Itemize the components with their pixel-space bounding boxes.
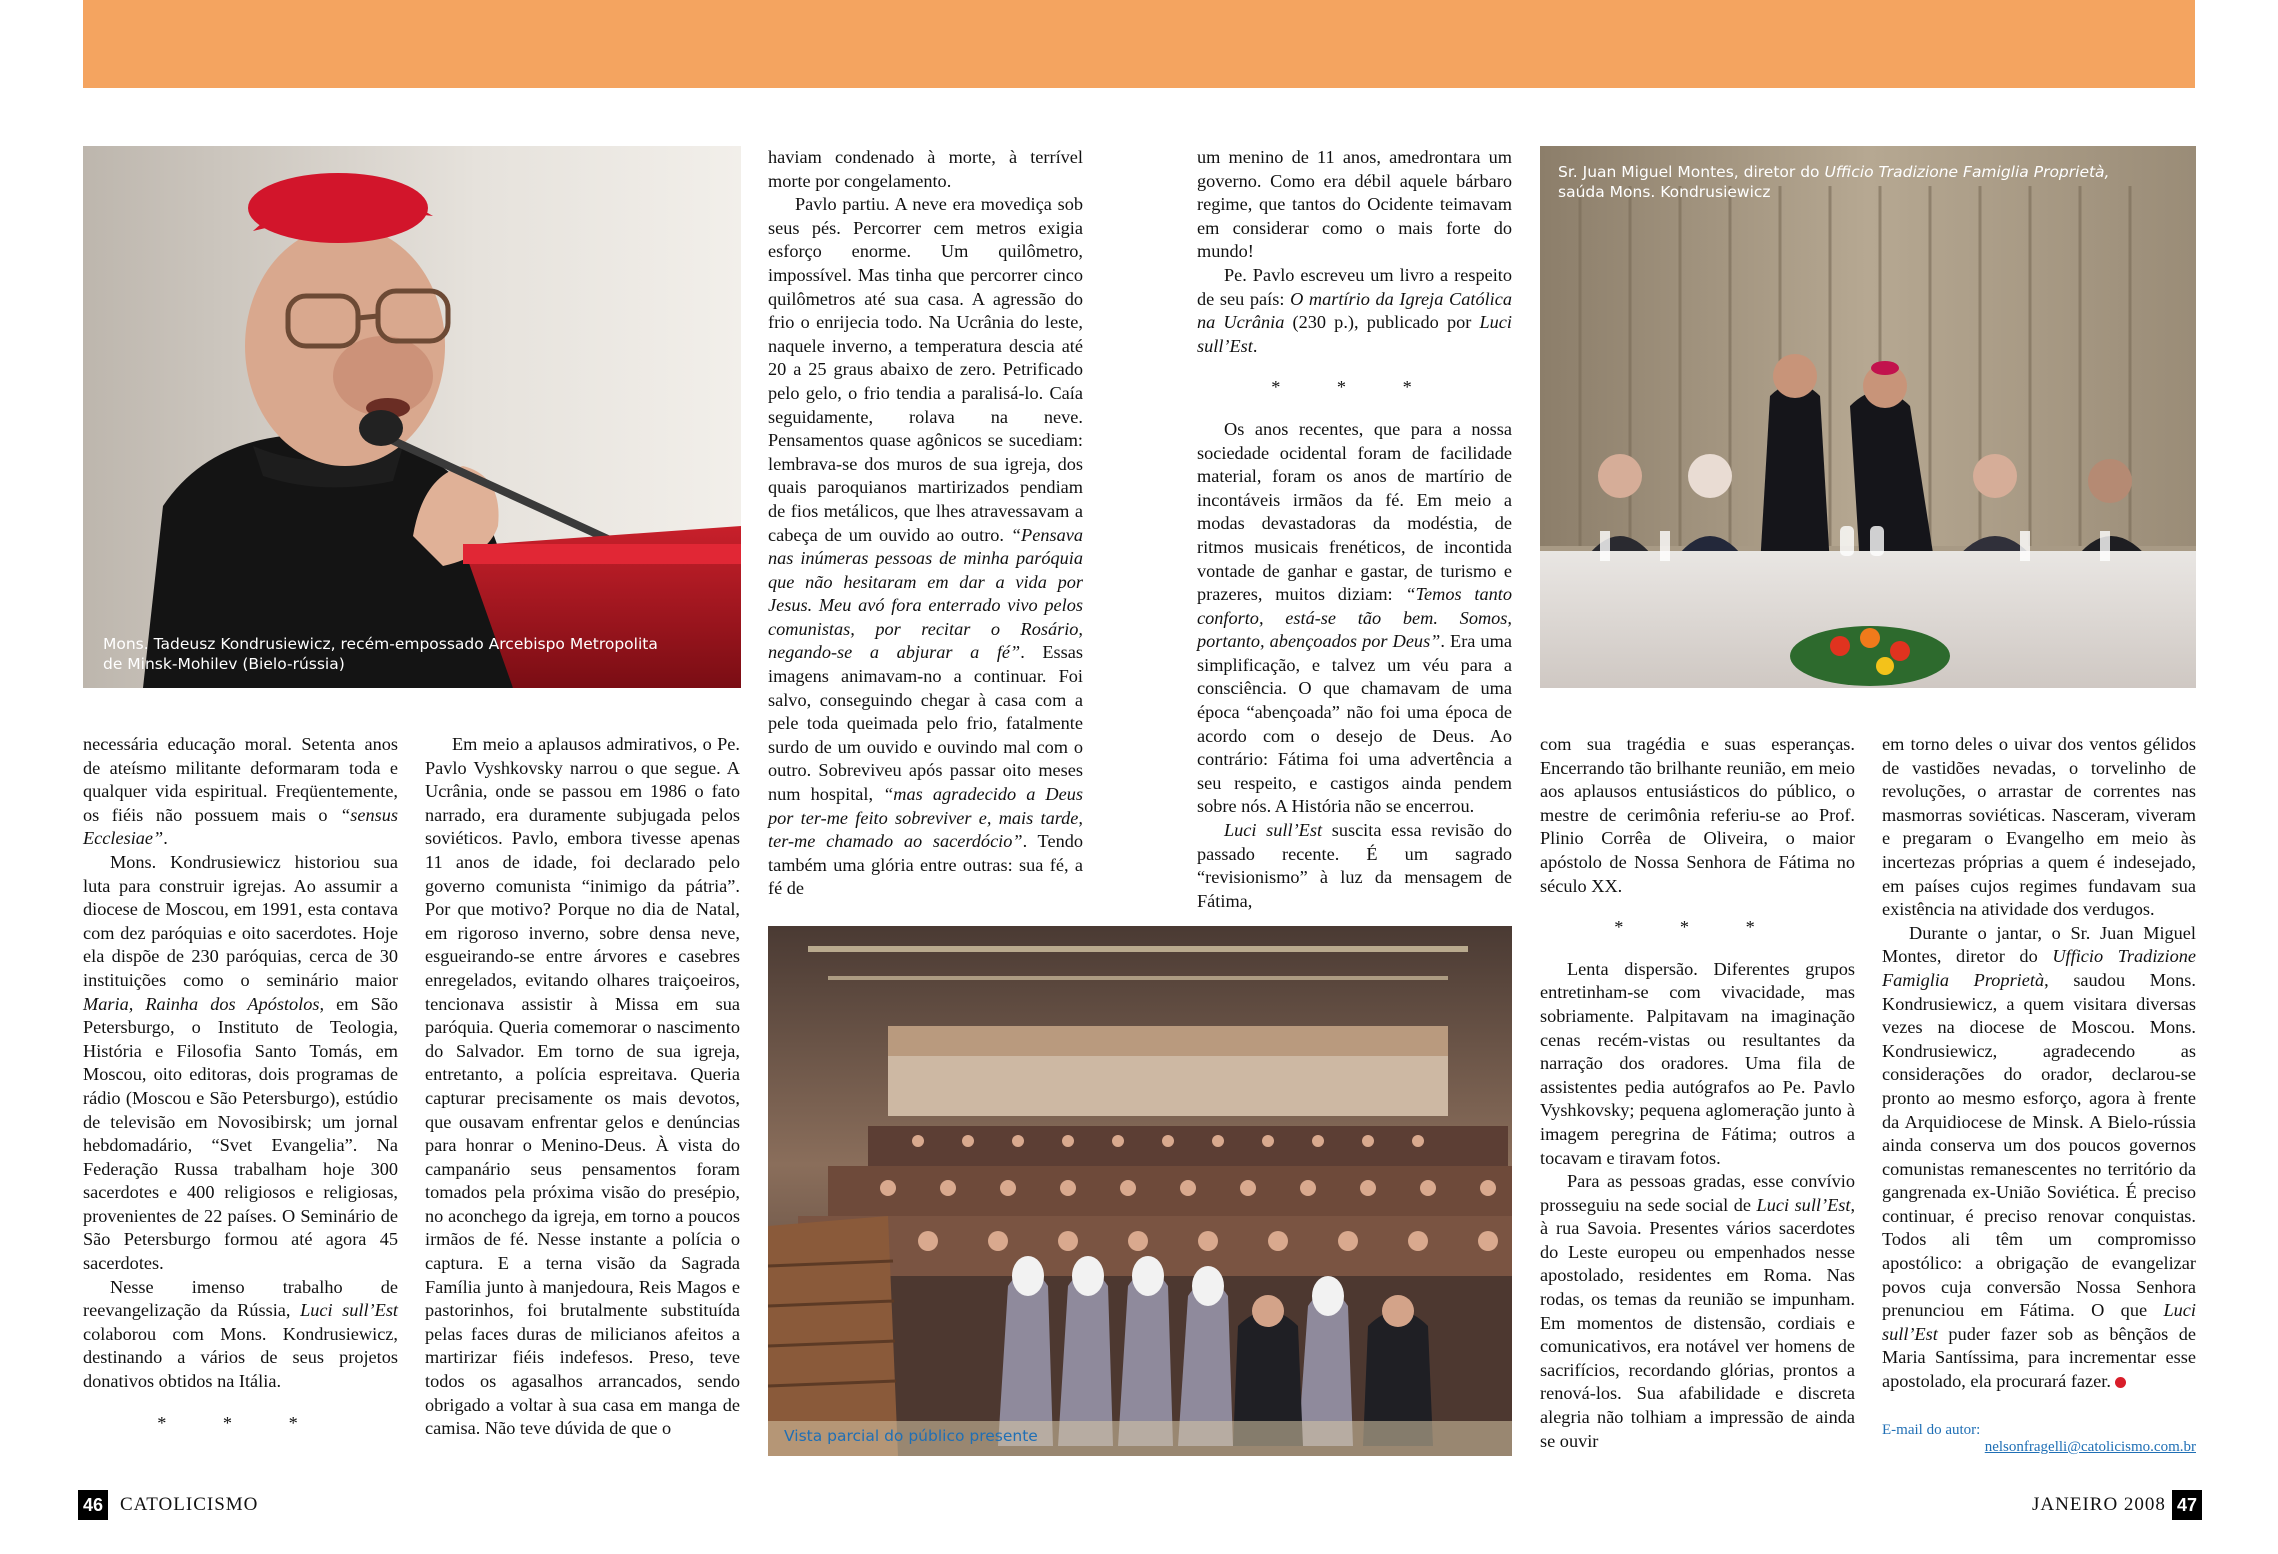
magazine-title: CATOLICISMO (120, 1494, 259, 1515)
text-column-3 (768, 146, 1083, 901)
author-email-block (1882, 1422, 2196, 1456)
section-divider-stars: * * * (1614, 917, 1781, 938)
text-column-6 (1882, 733, 2196, 1394)
col4-paragraph-2: Os anos recentes, que para a nossa sociedade ocidental foram de facilidade material, foram os anos de martírio de incontáveis irmãos da fé. Em meio a modas devastadoras da modéstia, de ritmos musicais frenéticos, de incontida vontade de ganhar e gastar, de turismo e prazeres, muitos diziam: “Temos tanto conforto, está-se tão bem. Somos, portanto, abençoados por Deus”. Era uma simplificação, e talvez um véu para a consciência. O que chamavam de uma época “abençoada” não foi uma época de acordo com o desejo de Deus. Ao contrário: Fátima foi uma advertência a seu respeito, e castigos ainda pendem sobre nós. A História não se encerrou. (1197, 418, 1513, 817)
archbishop-photo (83, 146, 741, 688)
col6-paragraph-0: em torno deles o uivar dos ventos gélidos de vastidões nevadas, o torvelinho de revoluções, o arrastar de correntes nas masmorras soviéticas. Nasceram, viveram e pregaram o Evangelho em meio às incertezas próprias a quem é indesejado, em países cujos regimes fundavam sua existência na atividade dos verdugos. (1882, 734, 2196, 920)
header-color-band (83, 0, 2195, 88)
author-email-link[interactable]: nelsonfragelli@catolicismo.com.br (1984, 1439, 2196, 1455)
dinner-caption (1558, 162, 2158, 202)
dinner-photo (1540, 146, 2196, 688)
dinner-illustration (1540, 146, 2196, 688)
end-of-article-dot (2115, 1377, 2126, 1388)
col2-paragraph-1: Em meio a aplausos admirativos, o Pe. Pavlo Vyshkovsky narrou o que segue. A Ucrânia, onde se passou em 1986 o fato narrado, era duramente subjugada pelos soviéticos. Pavlo, embora tivesse apenas 11 anos de idade, foi declarado pelo governo comunista “inimigo da pátria”. Por que motivo? Porque no dia de Natal, em rigoroso inverno, sobre densa neve, esgueirando-se entre árvores e casebres enregelados, evitando olhares traiçoeiros, tencionava assistir à Missa em sua paróquia. Queria comemorar o nascimento do Salvador. Em torno de sua igreja, entretanto, a polícia espreitava. Queria capturar precisamente os mais devotos, que ousavam enfrentar gelos e denúncias para honrar o Menino-Deus. À vista do campanário seus pensamentos foram tomados pela próxima visão do presépio, no aconchego da igreja, em torno a poucos irmãos de fé. Nesse instante a polícia o captura. E a terna visão da Sagrada Família junto à manjedoura, Reis Magos e pastorinhos, foi brutalmente substituída pelas faces duras de milicianos afeitos a martirizar fiéis indefesos. Preso, teve todos os agasalhos arrancados, sendo obrigado a voltar à sua casa em manga de camisa. Não teve dúvida de que o (425, 734, 740, 1439)
col4-paragraph-0: um menino de 11 anos, amedrontara um governo. Como era débil aquele bárbaro regime, que tantos do Ocidente teimavam em considerar como o mais forte do mundo! (1197, 147, 1512, 262)
text-column-1 (83, 733, 398, 1453)
page-footer (0, 1490, 2278, 1520)
audience-illustration (768, 926, 1512, 1456)
author-email-label: E-mail do autor: (1882, 1422, 1981, 1438)
col1-paragraph-2: Mons. Kondrusiewicz historiou sua luta para construir igrejas. Ao assumir a diocese de Moscou, em 1991, esta contava com dez paróquias e oito sacerdotes. Hoje ela dispõe de 230 paróquias, cerca de 30 instituições como o seminário maior Maria, Rainha dos Apóstolos, em São Petersburgo, o Instituto de Teologia, História e Filosofia Santo Tomás, em Moscou, oito editoras, dois programas de rádio (Moscou e São Petersburgo), estúdio de televisão em Novosibirsk; um jornal hebdomadário, “Svet Evangelia”. Na Federação Russa trabalham hoje 300 sacerdotes e 400 religiosos e religiosas, provenientes de 22 países. O Seminário de São Petersburgo formou até agora 45 sacerdotes. (83, 851, 398, 1274)
section-divider-stars: * * * (1271, 377, 1438, 398)
archbishop-caption-line2: de Minsk-Mohilev (Bielo-rússia) (103, 655, 345, 673)
dinner-caption-text: Sr. Juan Miguel Montes, diretor do (1558, 163, 1825, 181)
col1-paragraph-1: necessária educação moral. Setenta anos de ateísmo militante deformaram toda e qualquer vida espiritual. Freqüentemente, os fiéis não possuem mais o “sensus Ecclesiae”. (83, 734, 398, 849)
col4-paragraph-1: Pe. Pavlo escreveu um livro a respeito de seu país: O martírio da Igreja Católica na Ucrânia (230 p.), publicado por Luci sull’Est. (1197, 264, 1512, 356)
col1-paragraph-3: Nesse imenso trabalho de reevangelização da Rússia, Luci sull’Est colaborou com Mons. Kondrusiewicz, destinando a vários de seus projetos donativos obtidos na Itália. (83, 1276, 399, 1392)
archbishop-caption (103, 634, 658, 674)
col4-paragraph-3: Luci sull’Est suscita essa revisão do passado recente. É um sagrado “revisionismo” à luz da mensagem de Fátima, (1197, 820, 1512, 911)
col3-paragraph-1: Pavlo partiu. A neve era movediça sob seus pés. Percorrer cem metros exigia esforço enorme. Um quilômetro, impossível. Mas tinha que percorrer cinco quilômetros até sua casa. A agressão do frio o enrijecia todo. Na Ucrânia do leste, naquele inverno, a temperatura descia até 20 a 25 graus abaixo de zero. Petrificado pelo gelo, o frio tendia a paralisá-lo. Caía seguidamente, rolava na neve. Pensamentos quase agônicos se sucediam: lembrava-se dos muros de sua igreja, dos quais paroquianos martirizados pendiam de fios metálicos, que lhes atravessavam a cabeça de um ouvido ao outro. “Pensava nas inúmeras pessoas de minha paróquia que não hesitaram em dar a vida por Jesus. Meu avó fora enterrado vivo pelos comunistas, por recitar o Rosário, negando-se a abjurar a fé”. Essas imagens animavam-no a continuar. Foi salvo, conseguindo chegar à casa com a pele toda queimada pelo frio, fatalmente surdo de um ouvido e ouvindo mal com o outro. Sobreviveu após passar oito meses num hospital, “mas agradecido a Deus por ter-me feito sobreviver e, mais tarde, ter-me chamado ao sacerdócio”. Tendo também uma glória entre outras: sua fé, a fé de (768, 194, 1083, 899)
right-page-number: 47 (2172, 1490, 2202, 1520)
left-page-number: 46 (78, 1490, 108, 1520)
audience-caption: Vista parcial do público presente (784, 1427, 1038, 1445)
col5-paragraph-2: Para as pessoas gradas, esse convívio prosseguiu na sede social de Luci sull’Est, à rua Savoia. Presentes vários sacerdotes do Leste europeu ou empenhados nesse apostolado, residentes em Roma. Nas rodas, os temas da reunião se impunham. Em momentos de distensão, cordiais e comunicativos, era notável ver homens de sacrifícios, recordando glórias, prontos a renová-los. Sua afabilidade e discreta alegria não tolhiam a impressão de ainda se ouvir (1540, 1171, 1856, 1451)
archbishop-illustration (83, 146, 741, 688)
text-column-4 (1197, 146, 1512, 913)
section-divider-stars: * * * (157, 1412, 324, 1433)
dinner-caption-text2: saúda Mons. Kondrusiewicz (1558, 183, 1771, 201)
col3-paragraph-0: haviam condenado à morte, à terrível morte por congelamento. (768, 147, 1083, 191)
text-column-2 (425, 733, 740, 1441)
issue-date: JANEIRO 2008 (2032, 1494, 2166, 1515)
col6-paragraph-1: Durante o jantar, o Sr. Juan Miguel Montes, diretor do Ufficio Tradizione Famiglia Proprietà, saudou Mons. Kondrusiewicz, a quem visitara diversas vezes na diocese de Moscou. Mons. Kondrusiewicz, agradecendo as considerações do orador, declarou-se pronto ao mesmo esforço, agora à frente da Arquidiocese de Minsk. A Bielo-rússia ainda conserva um dos poucos governos comunistas remanescentes no território da gangrenada ex-União Soviética. É preciso continuar, é preciso renovar conquistas. Todos ali têm um compromisso apostólico: a obrigação de evangelizar povos cuja conversão Nossa Senhora prenunciou em Fátima. O que Luci sull’Est puder fazer sob as bênçãos de Maria Santíssima, para incrementar esse apostolado, ela procurará fazer. (1882, 922, 2196, 1392)
col5-paragraph-1: Lenta dispersão. Diferentes grupos entretinham-se com vivacidade, mas sobriamente. Palpitavam na imaginação cenas recém-vistas ou resultantes da narração dos oradores. Uma fila de assistentes pedia autógrafos ao Pe. Pavlo Vyshkovsky; pequena aglomeração junto à imagem peregrina de Fátima; outros a tocavam e tiravam fotos. (1540, 958, 1855, 1168)
archbishop-caption-line1: Mons. Tadeusz Kondrusiewicz, recém-empossado Arcebispo Metropolita (103, 635, 658, 653)
col5-paragraph-0: com sua tragédia e suas esperanças. Encerrando tão brilhante reunião, em meio aos aplausos entusiásticos do público, o mestre de cerimônia referiu-se ao Prof. Plinio Corrêa de Oliveira, o maior apóstolo de Nossa Senhora de Fátima no século XX. (1540, 734, 1855, 896)
dinner-caption-italic: Ufficio Tradizione Famiglia Proprietà, (1824, 163, 2110, 181)
text-column-5 (1540, 733, 1855, 1453)
audience-photo (768, 926, 1512, 1456)
